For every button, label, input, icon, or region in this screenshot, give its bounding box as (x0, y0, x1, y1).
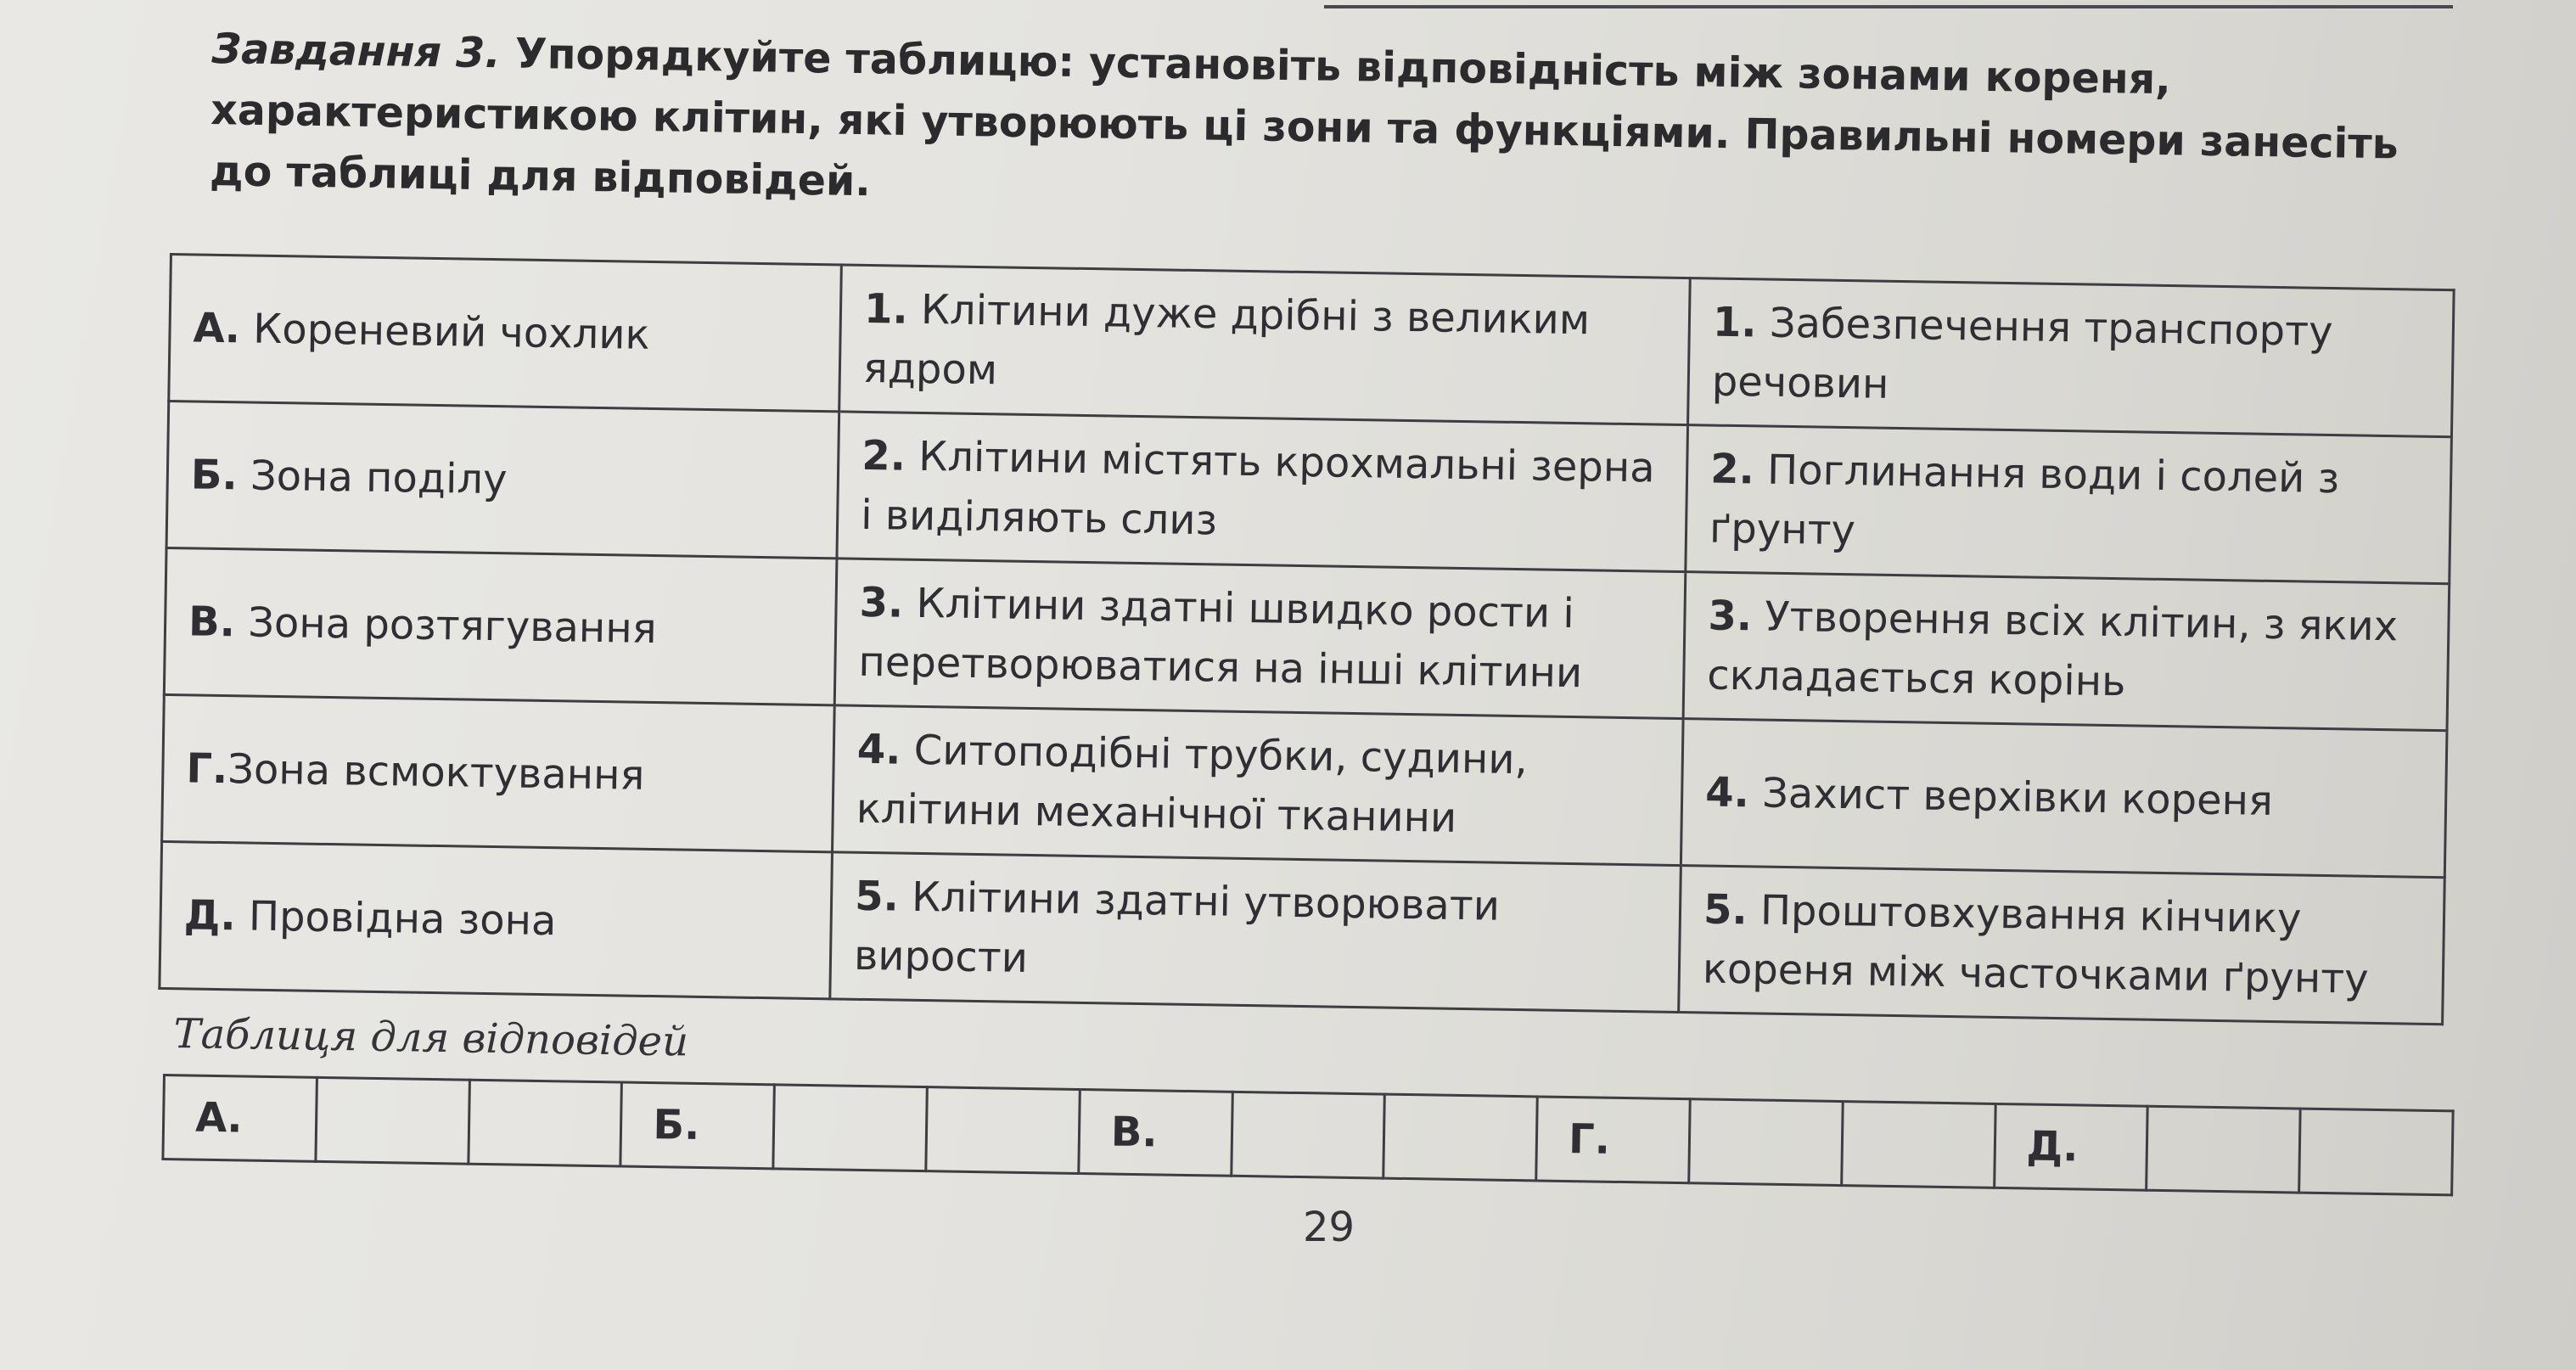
function-cell (1686, 425, 2452, 584)
cell-text: Клітини здатні утворювати вирости (853, 873, 1501, 982)
function-text: Забезпечення транспорту речовин (1711, 299, 2333, 408)
function-number: 4. (1704, 768, 1750, 817)
cell-number: 5. (854, 872, 900, 921)
zone-cell (164, 547, 837, 705)
cell-text: Клітини здатні швидко рости і перетворюватися на інші клітини (858, 579, 1583, 698)
cell-feature-cell (833, 705, 1684, 866)
cell-text: Клітини дуже дрібні з великим ядром (862, 285, 1591, 395)
answer-table-caption: Таблиця для відповідей (173, 1010, 689, 1066)
function-cell (1688, 278, 2455, 437)
page-number: 29 (1303, 1204, 1355, 1251)
function-text: Утворення всіх клітин, з яких складається корінь (1706, 592, 2399, 706)
zone-letter: А. (193, 304, 241, 353)
answer-table (161, 1074, 2454, 1196)
cell-number: 4. (856, 725, 901, 774)
top-rule-line (1324, 5, 2453, 8)
function-cell (1681, 719, 2447, 878)
zone-text: Зона всмоктування (227, 745, 645, 800)
cell-number: 3. (859, 578, 904, 627)
answer-slot[interactable] (316, 1077, 469, 1164)
function-text: Захист верхівки кореня (1761, 769, 2274, 825)
zone-letter: Д. (183, 891, 237, 940)
zone-text: Зона поділу (250, 452, 508, 504)
function-number: 2. (1709, 445, 1755, 494)
answer-slot[interactable] (1231, 1092, 1384, 1178)
cell-number: 2. (861, 431, 906, 480)
zone-text: Кореневий чохлик (252, 305, 650, 359)
answer-slot[interactable] (773, 1085, 927, 1171)
zone-text: Зона розтягування (247, 598, 658, 654)
zone-letter: Б. (190, 451, 239, 500)
zone-cell (162, 694, 835, 851)
cell-text: Клітини містять крохмальні зерна і виділяють слиз (860, 432, 1656, 545)
cell-feature-cell (839, 265, 1691, 425)
answer-slot[interactable] (468, 1080, 621, 1166)
function-number: 5. (1703, 885, 1748, 935)
answer-row (163, 1075, 2453, 1195)
matching-table (158, 253, 2455, 1025)
function-number: 3. (1708, 592, 1753, 641)
answer-letter-v: В. (1079, 1089, 1232, 1176)
zone-text: Провідна зона (248, 892, 557, 946)
cell-feature-cell (830, 852, 1681, 1013)
function-text: Проштовхування кінчику кореня між часточками ґрунту (1702, 886, 2370, 1003)
function-cell (1683, 572, 2450, 731)
task-heading (210, 19, 2470, 238)
cell-feature-cell (834, 559, 1686, 719)
function-number: 1. (1712, 298, 1758, 347)
zone-cell (169, 255, 842, 412)
answer-letter-d: Д. (1994, 1103, 2147, 1190)
cell-text: Ситоподібні трубки, судини, клітини механічної тканини (856, 726, 1529, 842)
answer-slot[interactable] (1689, 1099, 1843, 1186)
cell-number: 1. (863, 284, 909, 334)
answer-letter-b: Б. (620, 1082, 774, 1169)
answer-letter-a: А. (163, 1075, 317, 1162)
cell-feature-cell (837, 412, 1688, 572)
zone-cell (166, 401, 839, 559)
answer-slot[interactable] (2299, 1109, 2453, 1195)
answer-slot[interactable] (1383, 1094, 1537, 1181)
zone-letter: В. (188, 598, 236, 647)
answer-letter-g: Г. (1536, 1097, 1690, 1183)
function-cell (1679, 866, 2445, 1025)
task-text: Упорядкуйте таблицю: установіть відповідність між зонами кореня, характеристикою клітин, які утворюють ці зони та функціями. Правильні номери занесіть до таблиці для відповідей. (209, 29, 2399, 206)
zone-cell (160, 841, 833, 998)
zone-letter: Г. (186, 744, 228, 794)
function-text: Поглинання води і солей з ґрунту (1709, 446, 2340, 555)
answer-slot[interactable] (2147, 1106, 2300, 1193)
answer-slot[interactable] (1841, 1102, 1995, 1188)
task-number: Завдання 3. (210, 24, 502, 78)
answer-slot[interactable] (926, 1087, 1080, 1174)
